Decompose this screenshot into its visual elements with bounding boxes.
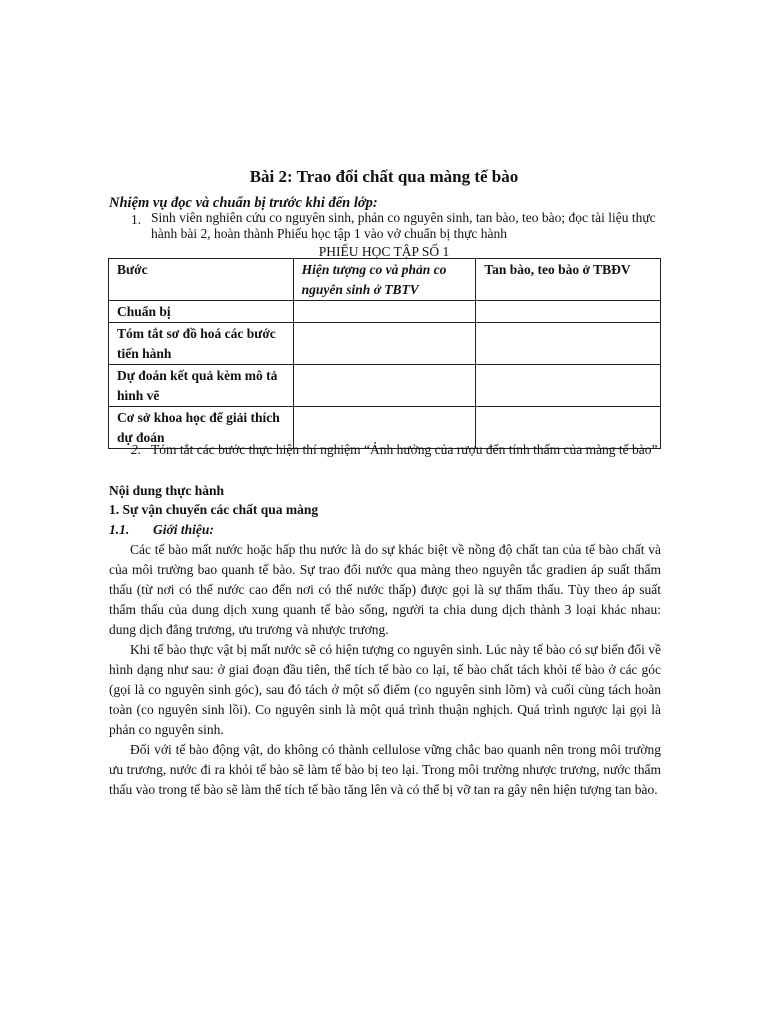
table-row xyxy=(109,323,661,365)
subsection-title: Giới thiệu: xyxy=(153,522,214,537)
table-cell xyxy=(293,301,476,323)
row-label: Dự đoán kết quả kèm mô tả hình vẽ xyxy=(109,365,294,407)
task-1-text: Sinh viên nghiên cứu co nguyên sinh, phản co nguyên sinh, tan bào, teo bào; đọc tài liệu thực hành bài 2, hoàn thành Phiếu học tập 1 vào vở chuẩn bị thực hành xyxy=(151,210,656,241)
table-header-row xyxy=(109,259,661,301)
table-cell xyxy=(476,323,661,365)
header-step: Bước xyxy=(109,259,294,301)
row-label: Chuẩn bị xyxy=(109,301,294,323)
row-label: Cơ sở khoa học để giải thích dự đoán xyxy=(109,407,294,449)
intro-paragraph-1: Các tế bào mất nước hoặc hấp thu nước là do sự khác biệt về nồng độ chất tan của tế bào chất và của môi trường bao quanh tế bào. Sự trao đổi nước qua màng theo nguyên tắc gradien áp suất thẩm thấu (từ nơi có thế nước cao đến nơi có thế nước thấp) được gọi là sự thẩm thấu. Tùy theo áp suất thẩm thấu của dung dịch xung quanh tế bào sống, người ta chia dung dịch thành 3 loại khác nhau: dung dịch đẳng trương, ưu trương và nhược trương. xyxy=(109,542,661,637)
row-label: Tóm tắt sơ đồ hoá các bước tiến hành xyxy=(109,323,294,365)
task-2-number: 2. xyxy=(131,442,142,457)
section-heading: 1. Sự vận chuyển các chất qua màng xyxy=(109,502,319,517)
header-plant-cell: Hiện tượng co và phản co nguyên sinh ở TBTV xyxy=(293,259,476,301)
worksheet-caption: PHIẾU HỌC TẬP SỐ 1 xyxy=(318,244,450,259)
table-cell xyxy=(293,323,476,365)
table-cell xyxy=(476,301,661,323)
table-row xyxy=(109,365,661,407)
table-cell xyxy=(476,365,661,407)
table-cell xyxy=(293,365,476,407)
task-2-text: Tóm tắt các bước thực hiện thí nghiệm “Ảnh hưởng của rượu đến tính thấm của màng tế bào” xyxy=(151,442,658,457)
subsection-number: 1.1. xyxy=(109,522,130,537)
intro-paragraph-2: Khi tế bào thực vật bị mất nước sẽ có hiện tượng co nguyên sinh. Lúc này tế bào có sự biến đổi về hình dạng như sau: ở giai đoạn đầu tiên, thể tích tế bào co lại, tế bào chất tách khỏi tế bào ở các góc (gọi là co nguyên sinh góc), sau đó tách ở một số điểm (co nguyên sinh lõm) và cuối cùng tách hoàn toàn (co nguyên sinh lồi). Co nguyên sinh là một quá trình thuận nghịch. Quá trình ngược lại gọi là phản co nguyên sinh. xyxy=(109,642,661,737)
intro-paragraph-3: Đối với tế bào động vật, do không có thành cellulose vững chắc bao quanh nên trong môi trường ưu trương, nước đi ra khỏi tế bào sẽ làm tế bào bị teo lại. Trong môi trường nhược trương, nước thẩm thấu vào trong tế bào sẽ làm thể tích tế bào tăng lên và có thể bị vỡ tan ra gây nên hiện tượng tan bào. xyxy=(109,742,661,797)
content-heading: Nội dung thực hành xyxy=(109,483,225,498)
page-title: Bài 2: Trao đổi chất qua màng tế bào xyxy=(249,167,519,186)
table-row xyxy=(109,301,661,323)
task-1-number: 1. xyxy=(131,212,142,227)
header-animal-cell: Tan bào, teo bào ở TBĐV xyxy=(476,259,661,301)
worksheet-table xyxy=(108,258,661,449)
task-heading: Nhiệm vụ đọc và chuẩn bị trước khi đến lớp: xyxy=(109,195,378,211)
